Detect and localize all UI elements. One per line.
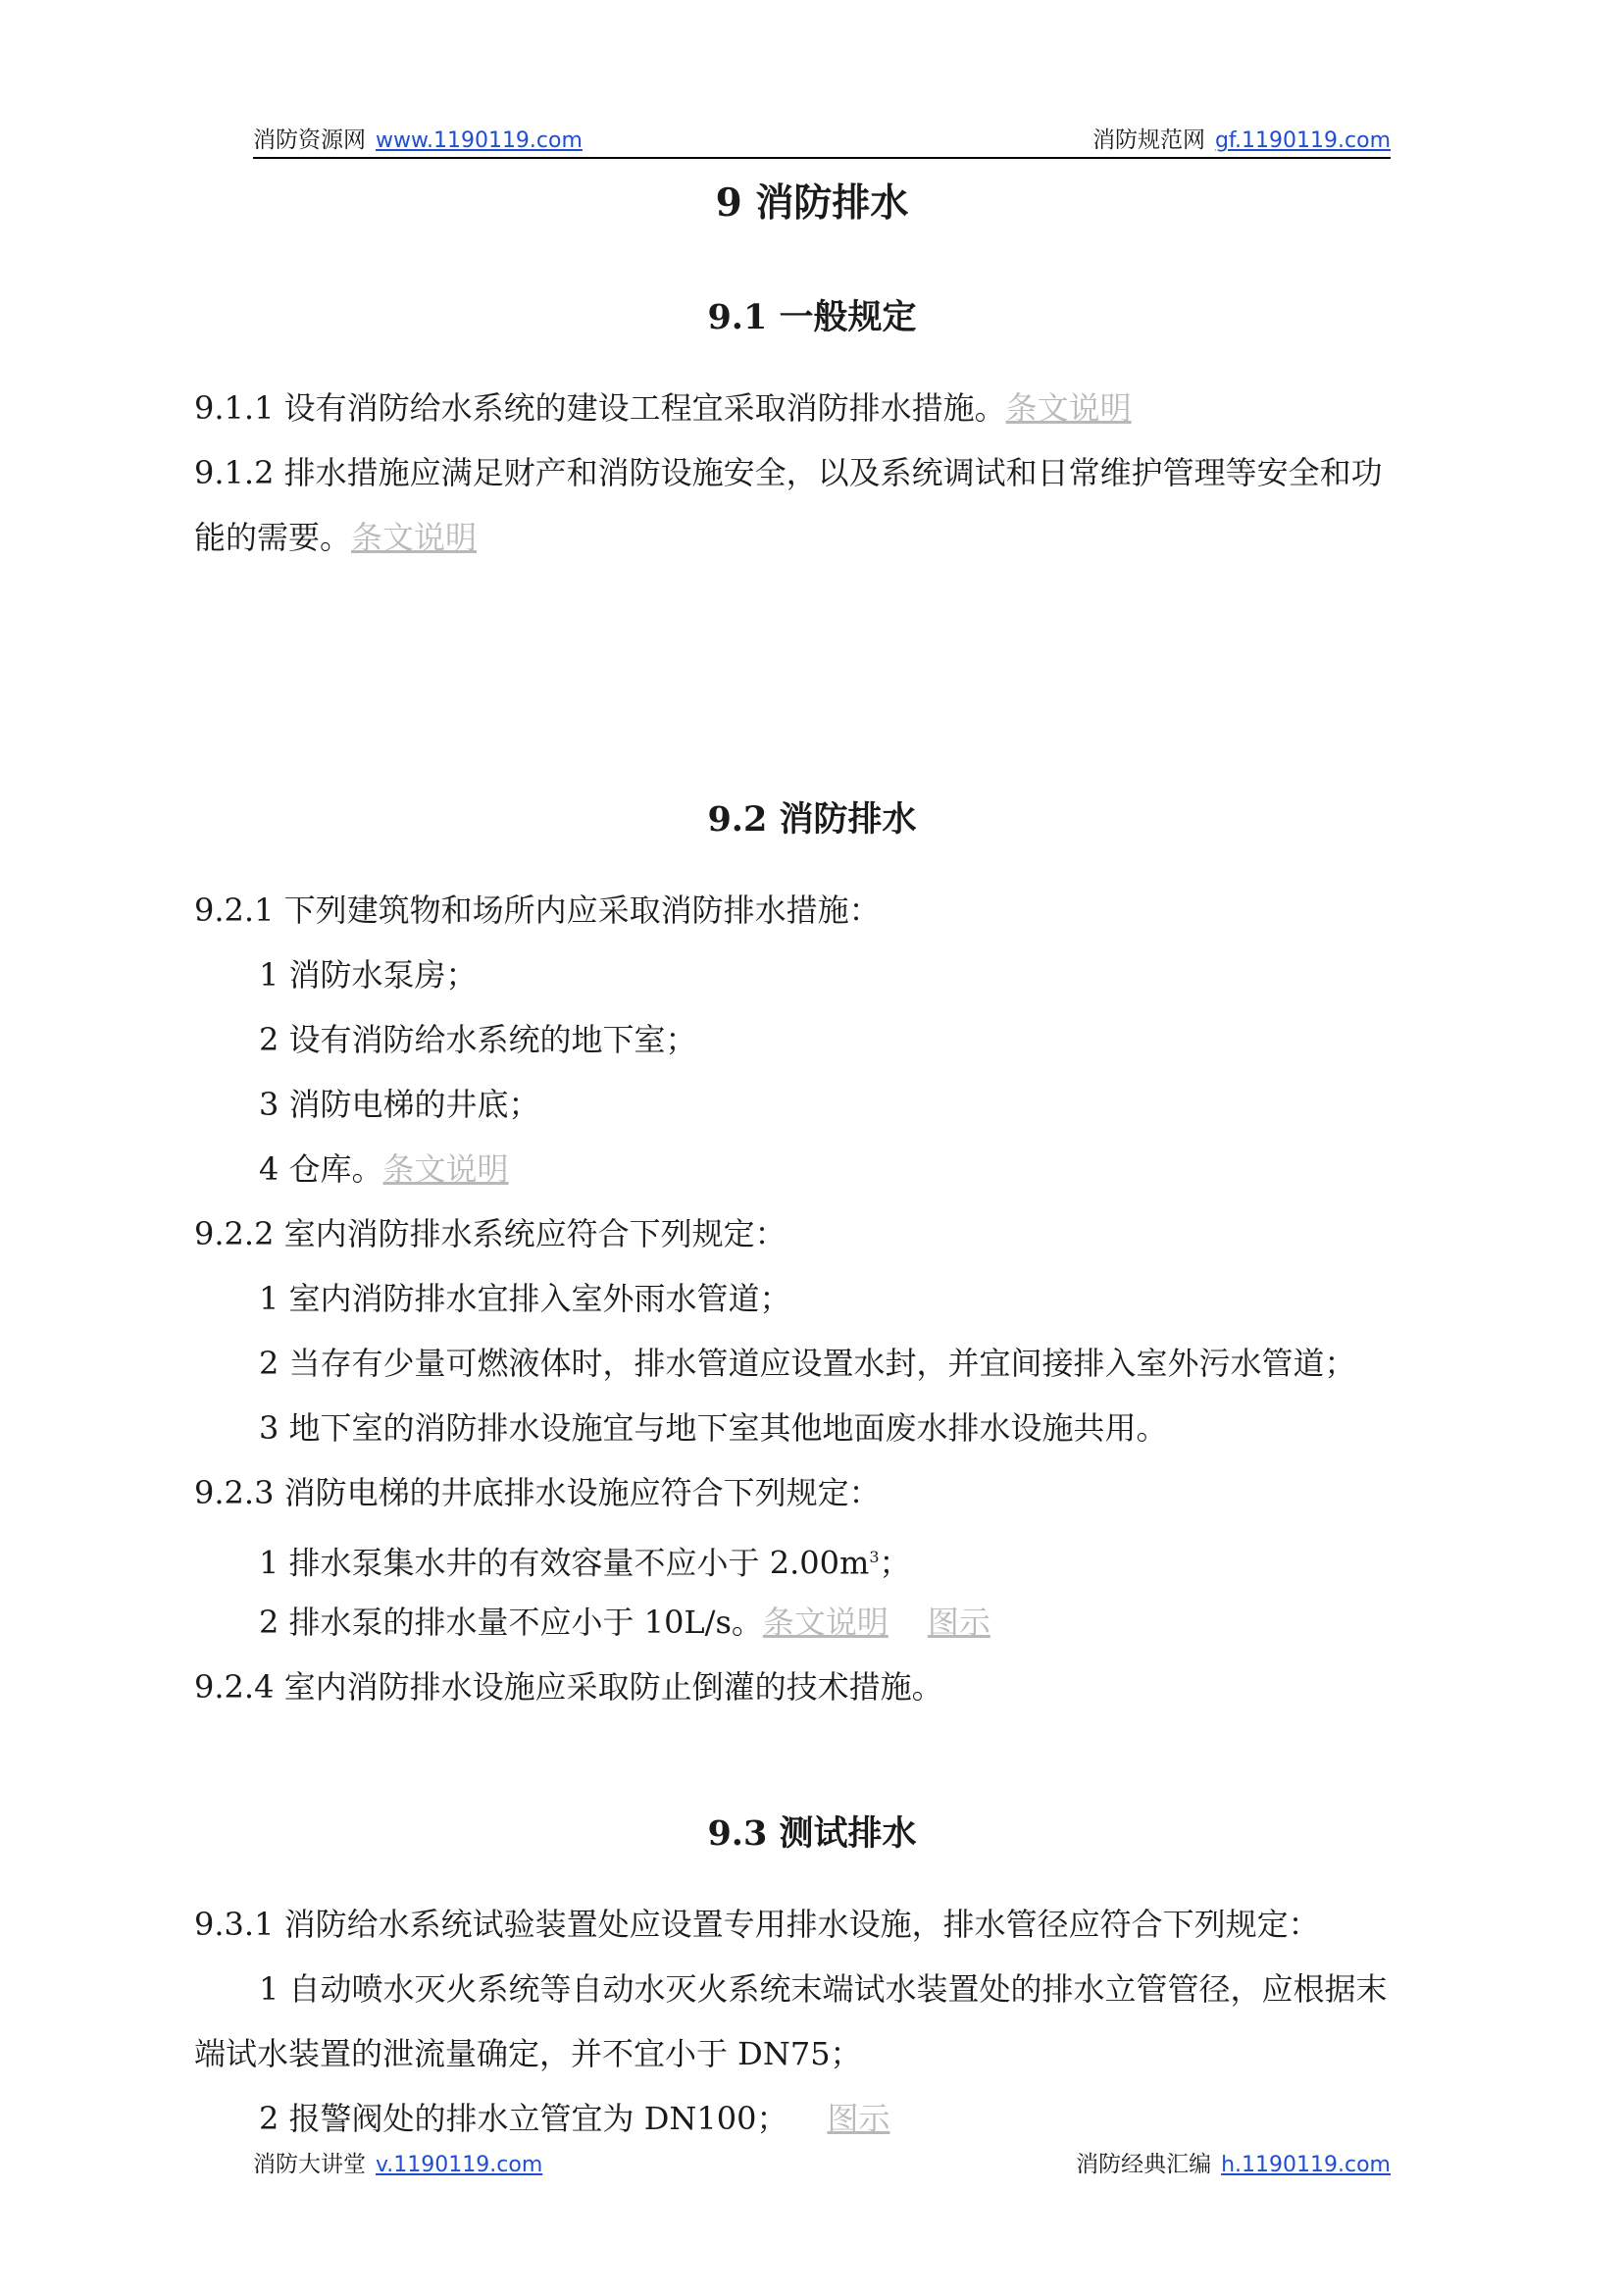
clause-9-1-2-line1: 9.1.2 排水措施应满足财产和消防设施安全，以及系统调试和日常维护管理等安全和功 bbox=[194, 454, 1383, 491]
superscript-3: 3 bbox=[869, 1548, 880, 1566]
header-right bbox=[1092, 122, 1391, 154]
section-9-3-title: 9.3 测试排水 bbox=[707, 1813, 917, 1854]
clause-9-1-1-text: 9.1.1 设有消防给水系统的建设工程宜采取消防排水措施。 bbox=[194, 389, 1006, 427]
footer-left bbox=[253, 2146, 542, 2178]
figure-link[interactable]: 图示 bbox=[827, 2100, 890, 2137]
clause-9-2-3: 9.2.3 消防电梯的井底排水设施应符合下列规定： bbox=[194, 1474, 881, 1511]
footer-left-label: 消防大讲堂 bbox=[253, 2152, 366, 2177]
clause-9-2-2-item-3: 3 地下室的消防排水设施宜与地下室其他地面废水排水设施共用。 bbox=[259, 1409, 1168, 1447]
clause-9-2-3-item-1-end: ； bbox=[879, 1544, 911, 1582]
footer-right-label: 消防经典汇编 bbox=[1076, 2152, 1212, 2177]
clause-note-link[interactable]: 条文说明 bbox=[762, 1604, 888, 1641]
clause-9-1-2-line2 bbox=[194, 505, 1449, 570]
clause-note-link[interactable]: 条文说明 bbox=[1005, 389, 1132, 427]
figure-link[interactable]: 图示 bbox=[927, 1604, 990, 1641]
clause-9-2-1-item-3: 3 消防电梯的井底； bbox=[259, 1086, 540, 1123]
header-right-link[interactable]: gf.1190119.com bbox=[1214, 128, 1391, 153]
clause-note-link[interactable]: 条文说明 bbox=[382, 1150, 509, 1188]
section-9-2-title: 9.2 消防排水 bbox=[707, 799, 917, 840]
chapter-title: 9 消防排水 bbox=[715, 180, 909, 226]
header-right-label: 消防规范网 bbox=[1091, 127, 1205, 153]
page-header bbox=[253, 118, 1391, 159]
clause-9-2-1-item-4 bbox=[259, 1137, 1514, 1201]
clause-9-2-1-item-1: 1 消防水泵房； bbox=[259, 956, 478, 994]
clause-note-link[interactable]: 条文说明 bbox=[351, 519, 478, 556]
page-footer bbox=[253, 2142, 1391, 2181]
clause-9-2-2: 9.2.2 室内消防排水系统应符合下列规定： bbox=[194, 1215, 787, 1252]
clause-9-3-1: 9.3.1 消防给水系统试验装置处应设置专用排水设施，排水管径应符合下列规定： bbox=[194, 1906, 1320, 1943]
clause-9-3-1-item-2-text: 2 报警阀处的排水立管宜为 DN100； bbox=[259, 2100, 788, 2137]
clause-9-2-3-item-1-text: 1 排水泵集水井的有效容量不应小于 2.00m bbox=[259, 1544, 870, 1582]
clause-9-2-2-item-2: 2 当存有少量可燃液体时，排水管道应设置水封，并宜间接排入室外污水管道； bbox=[259, 1345, 1356, 1382]
clause-9-3-1-item-1-line2: 端试水装置的泄流量确定，并不宜小于 DN75； bbox=[194, 2035, 862, 2072]
clause-9-2-3-item-2 bbox=[259, 1590, 1514, 1655]
clause-9-2-1-item-2: 2 设有消防给水系统的地下室； bbox=[259, 1021, 697, 1058]
clause-9-2-3-item-2-text: 2 排水泵的排水量不应小于 10L/s。 bbox=[259, 1604, 763, 1641]
clause-9-2-4: 9.2.4 室内消防排水设施应采取防止倒灌的技术措施。 bbox=[194, 1668, 943, 1706]
clause-9-2-1-item-4-text: 4 仓库。 bbox=[259, 1150, 383, 1188]
clause-9-2-2-item-1: 1 室内消防排水宜排入室外雨水管道； bbox=[259, 1280, 791, 1317]
clause-9-3-1-item-1-line1: 1 自动喷水灭火系统等自动水灭火系统末端试水装置处的排水立管管径，应根据末 bbox=[259, 1970, 1388, 2008]
header-left-label: 消防资源网 bbox=[253, 127, 366, 153]
header-left-link[interactable]: www.1190119.com bbox=[376, 128, 583, 153]
footer-left-link[interactable]: v.1190119.com bbox=[376, 2153, 543, 2177]
section-9-1-title: 9.1 一般规定 bbox=[707, 297, 917, 337]
footer-right-link[interactable]: h.1190119.com bbox=[1221, 2153, 1391, 2177]
clause-9-2-3-item-1 bbox=[259, 1525, 1514, 1596]
footer-right bbox=[1076, 2146, 1391, 2178]
clause-9-1-1 bbox=[194, 376, 1449, 440]
clause-9-2-1: 9.2.1 下列建筑物和场所内应采取消防排水措施： bbox=[194, 892, 881, 929]
header-left bbox=[253, 122, 583, 154]
clause-9-1-2-text: 能的需要。 bbox=[194, 519, 352, 556]
